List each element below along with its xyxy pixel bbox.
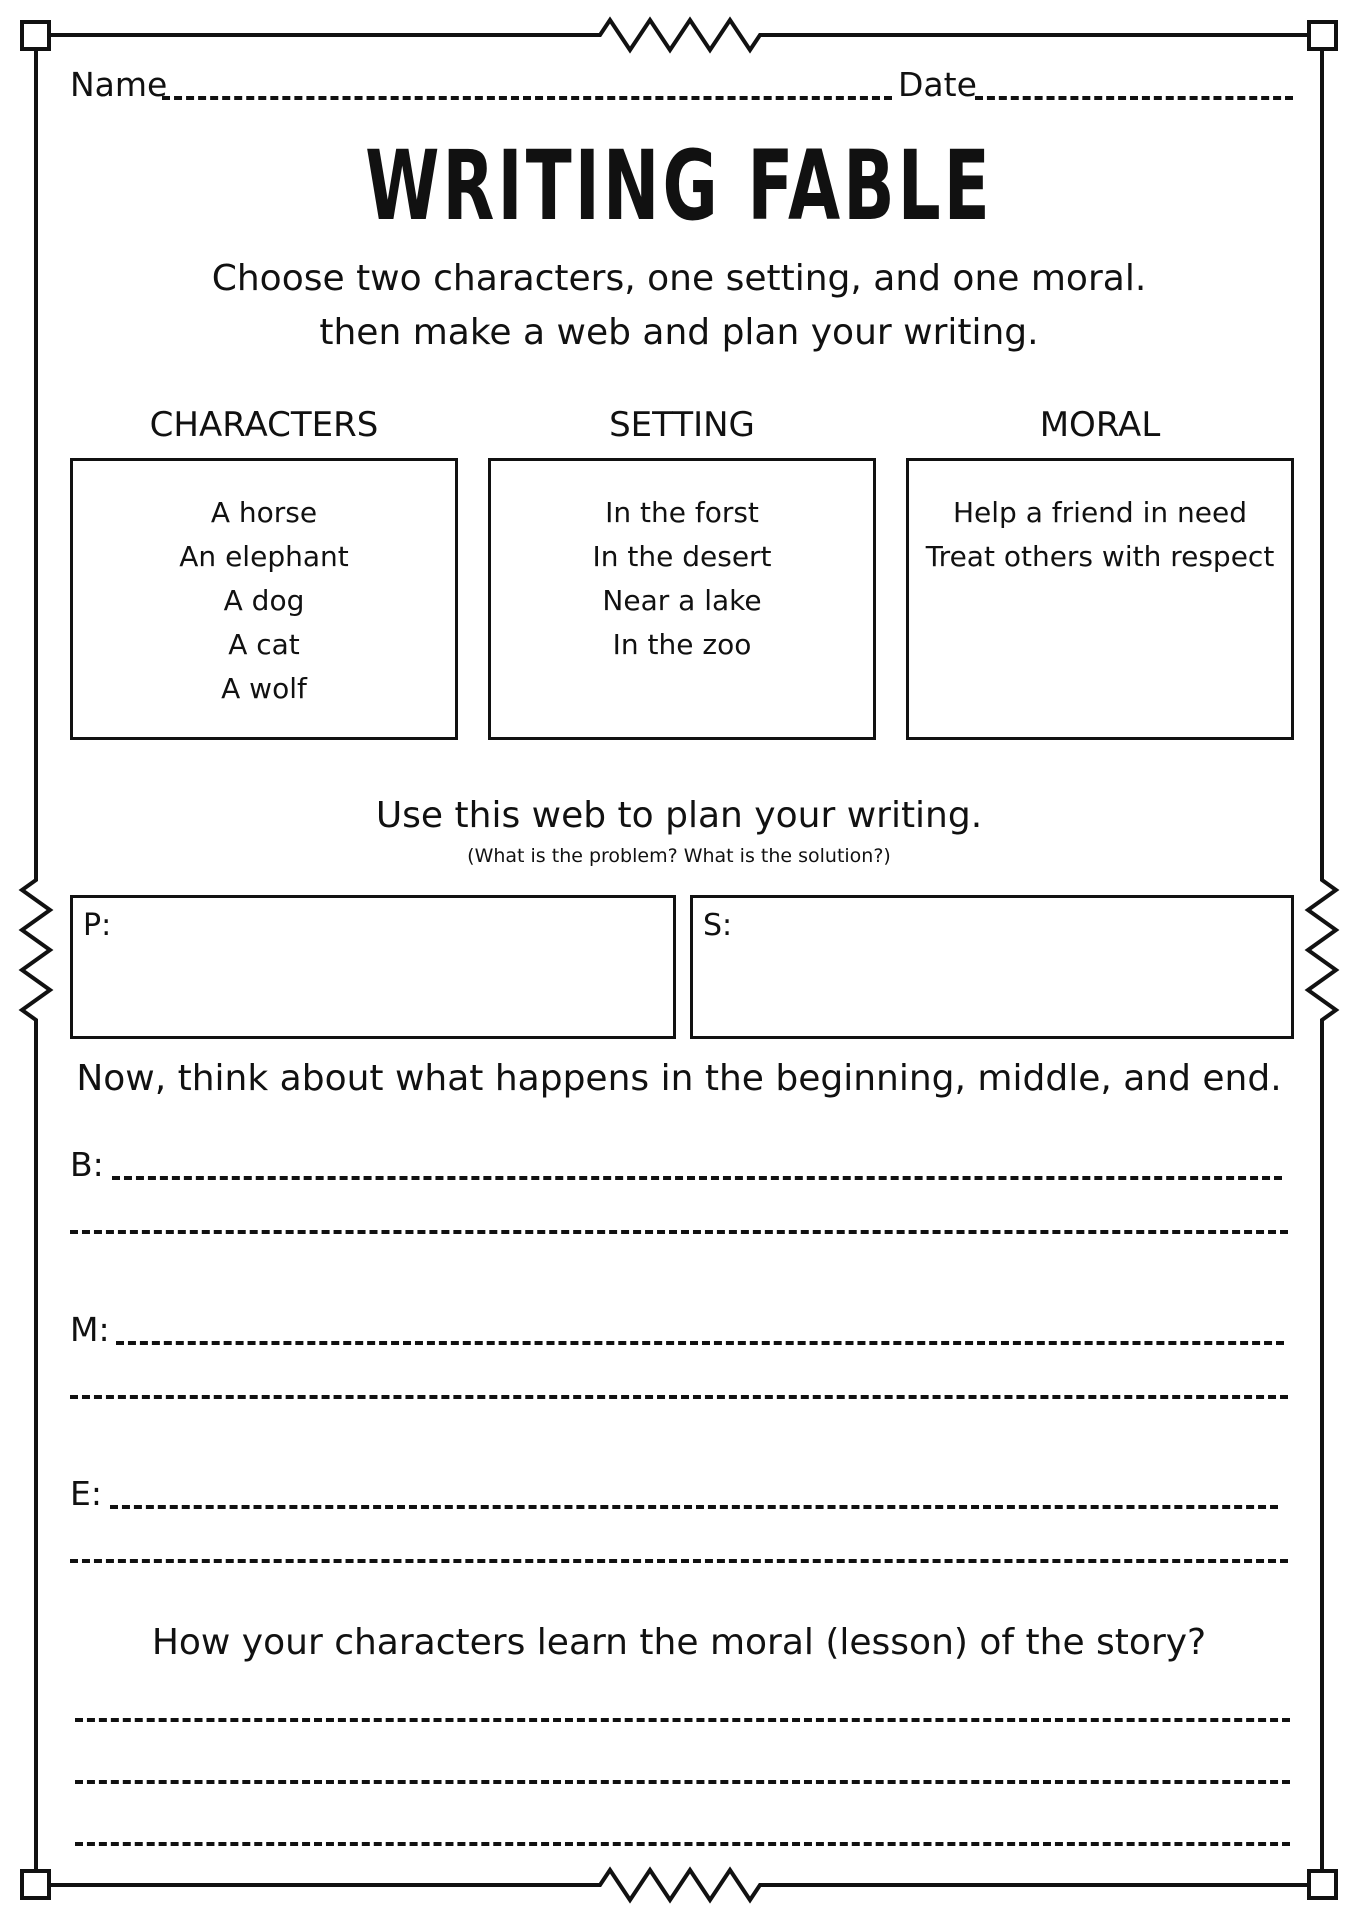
characters-list [73,491,455,711]
setting-box [488,458,876,740]
moral-answer-line-3[interactable] [75,1842,1290,1846]
setting-option: In the desert [592,540,772,573]
problem-label: P: [83,908,112,943]
setting-heading: SETTING [609,405,755,445]
instruction-line-1: Choose two characters, one setting, and one moral. [211,258,1147,299]
character-option: A horse [210,496,318,529]
instruction-line-2: then make a web and plan your writing. [319,312,1039,353]
page-title: WRITING FABLE [365,130,993,242]
solution-box[interactable] [690,895,1294,1039]
bme-prompt: Now, think about what happens in the beginning, middle, and end. [76,1058,1282,1099]
moral-option: Treat others with respect [925,540,1275,573]
end-line-2[interactable] [70,1559,1288,1563]
characters-heading: CHARACTERS [149,405,379,445]
middle-line-1[interactable] [116,1341,1284,1345]
middle-line-2[interactable] [70,1395,1288,1399]
problem-box[interactable] [70,895,676,1039]
moral-answer-line-1[interactable] [75,1718,1290,1722]
beginning-line-2[interactable] [70,1230,1288,1234]
setting-option: Near a lake [602,584,762,617]
web-subtitle: (What is the problem? What is the solution?) [467,845,891,867]
moral-answer-line-2[interactable] [75,1780,1290,1784]
moral-list [909,491,1291,579]
character-option: An elephant [179,540,349,573]
solution-label: S: [703,908,733,943]
character-option: A wolf [221,672,307,705]
characters-box [70,458,458,740]
beginning-line-1[interactable] [112,1176,1282,1180]
end-label: E: [70,1474,102,1513]
moral-heading: MORAL [1039,405,1161,445]
middle-label: M: [70,1310,110,1349]
name-label: Name [70,65,168,104]
setting-list [491,491,873,667]
date-field[interactable] [975,96,1293,100]
date-label: Date [898,65,977,104]
web-title: Use this web to plan your writing. [375,795,983,836]
moral-option: Help a friend in need [953,496,1247,529]
setting-option: In the zoo [612,628,752,661]
end-line-1[interactable] [110,1505,1278,1509]
setting-option: In the forst [605,496,759,529]
name-field[interactable] [162,96,892,100]
moral-box [906,458,1294,740]
character-option: A dog [223,584,305,617]
character-option: A cat [228,628,300,661]
moral-question: How your characters learn the moral (lesson) of the story? [151,1622,1207,1663]
beginning-label: B: [70,1145,104,1184]
